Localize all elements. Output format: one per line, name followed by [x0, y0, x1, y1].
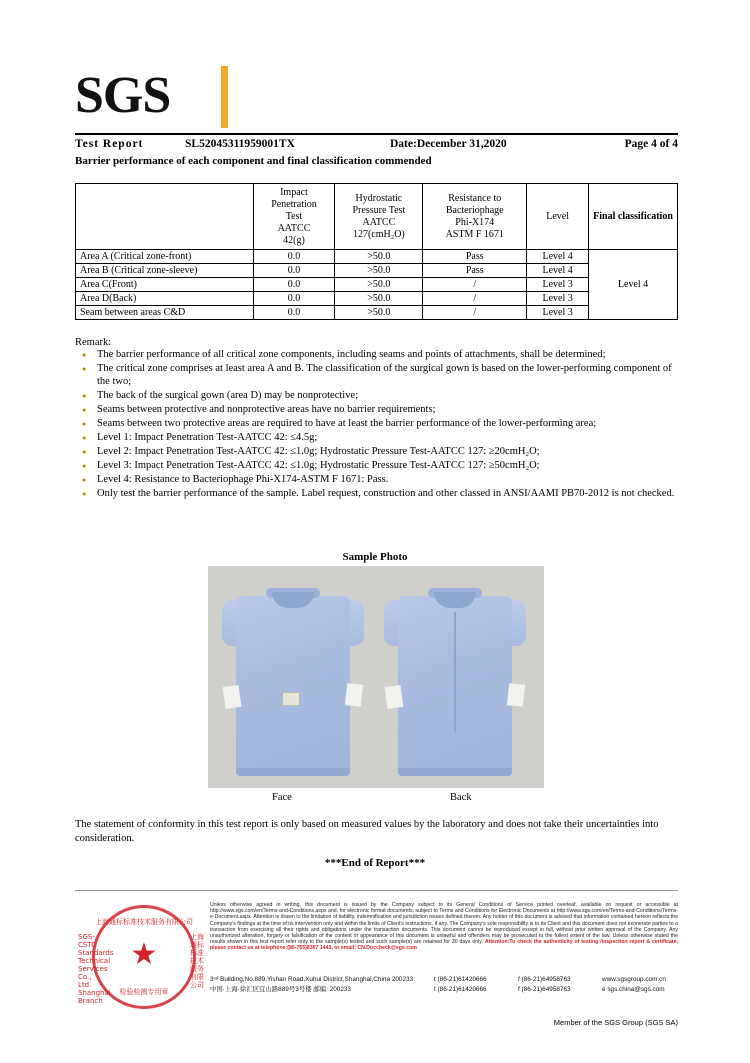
end-of-report: ***End of Report*** [324, 857, 426, 869]
caption-back: Back [450, 792, 472, 803]
cell-level: Level 4 [527, 250, 589, 264]
cell-resistance: / [423, 278, 527, 292]
cell-area: Area C(Front) [76, 278, 254, 292]
sample-photo-title: Sample Photo [342, 551, 408, 563]
cell-hydro: >50.0 [335, 264, 423, 278]
cell-level: Level 3 [527, 278, 589, 292]
cell-impact: 0.0 [253, 306, 335, 320]
cell-impact: 0.0 [253, 264, 335, 278]
gown-tie-right [507, 683, 525, 707]
cell-hydro: >50.0 [335, 292, 423, 306]
page-number: Page 4 of 4 [624, 138, 678, 150]
barrier-performance-table [75, 183, 678, 320]
report-header [75, 138, 678, 150]
gown-tie-right [345, 683, 363, 707]
stamp-bottom-text: 检验检测专用章 [119, 988, 169, 996]
remark-item: ● The back of the surgical gown (area D) may be nonprotective; [75, 390, 678, 403]
cell-resistance: Pass [423, 264, 527, 278]
tel-cn: t (86-21)61420666 [434, 986, 487, 993]
website-en: www.sgsgroup.com.cn [602, 976, 666, 983]
remark-item: ● Seams between protective and nonprotective areas have no barrier requirements; [75, 404, 678, 417]
cell-area: Area D(Back) [76, 292, 254, 306]
remark-title: Remark: [75, 337, 112, 348]
table-row [76, 292, 678, 306]
sgs-logo-bar [221, 66, 228, 128]
stamp-top-text: 上海通标标准技术服务有限公司 [95, 918, 193, 926]
sample-photo [208, 566, 544, 788]
cell-level: Level 4 [527, 264, 589, 278]
footer-divider [75, 890, 678, 891]
gown-label-tag [282, 692, 300, 706]
sgs-logo [75, 67, 235, 126]
cell-impact: 0.0 [253, 278, 335, 292]
remark-item: ● Level 2: Impact Penetration Test-AATCC 42: ≤1.0g; Hydrostatic Pressure Test-AATCC 127: ≥20cmH₂O; [75, 446, 678, 459]
cell-resistance: / [423, 306, 527, 320]
cell-hydro: >50.0 [335, 278, 423, 292]
cell-level: Level 3 [527, 306, 589, 320]
conformity-statement: The statement of conformity in this test report is only based on measured values by the laboratory and does not take their uncertainties into consideration. [75, 819, 659, 844]
cell-area: Seam between areas C&D [76, 306, 254, 320]
stamp-left-text: SGS-CSTC Standards Technical Services Co., Ltd. Shanghai Branch [78, 933, 114, 1005]
report-label: Test Report [75, 138, 144, 150]
table-body [76, 250, 678, 320]
footer-member-note: Member of the SGS Group (SGS SA) [553, 1018, 678, 1027]
address-en: 3ⁿᵈ Building,No.889,Yishan Road,Xuhui District,Shanghai,China 200233 [210, 976, 414, 983]
table-header-row [76, 184, 678, 250]
remark-list [75, 349, 678, 500]
cell-hydro: >50.0 [335, 306, 423, 320]
gown-tie-left [385, 685, 404, 709]
gown-face-image [218, 578, 368, 776]
legal-attention: Attention:To check the authenticity of testing /inspection report & certificate, please contact us at telephone:(86-755)8307 1443, [210, 939, 678, 952]
report-number: SL52045311959001TX [185, 138, 295, 150]
cell-resistance: Pass [423, 250, 527, 264]
remark-section [75, 337, 678, 502]
remark-item: ● The critical zone comprises at least area A and B. The classification of the surgical gown is based on the lower-performing component of the two; [75, 363, 678, 388]
remark-item: ● Level 1: Impact Penetration Test-AATCC 42: ≤4.5g; [75, 432, 678, 445]
th-resistance-bacteriophage: Resistance to Bacteriophage Phi-X174 ASTM F 1671 [423, 184, 527, 250]
star-icon: ★ [130, 938, 158, 971]
footer-address-block [210, 975, 678, 995]
cell-area: Area B (Critical zone-sleeve) [76, 264, 254, 278]
th-impact-penetration: Impact Penetration Test AATCC 42(g) [253, 184, 335, 250]
address-cn: 中国·上海·徐汇区宜山路889号3号楼 邮编: 200233 [210, 986, 351, 993]
cell-hydro: >50.0 [335, 250, 423, 264]
caption-face: Face [272, 792, 292, 803]
cell-level: Level 3 [527, 292, 589, 306]
cell-resistance: / [423, 292, 527, 306]
fax-en: f (86-21)64958763 [518, 976, 571, 983]
gown-hem [398, 768, 512, 776]
th-level: Level [527, 184, 589, 250]
th-hydrostatic-pressure: Hydrostatic Pressure Test AATCC 127(cmH₂O) [335, 184, 423, 250]
gown-body [236, 596, 350, 772]
gown-tie-left [223, 685, 242, 709]
cell-impact: 0.0 [253, 292, 335, 306]
header-divider [75, 133, 678, 135]
remark-item: ● The barrier performance of all critical zone components, including seams and points of attachments, shall be determined; [75, 349, 678, 362]
table-row [76, 264, 678, 278]
table-row [76, 278, 678, 292]
cell-final-classification: Level 4 [589, 250, 678, 320]
company-stamp [78, 905, 204, 1017]
sgs-logo-text: SGS [75, 67, 171, 124]
th-area [76, 184, 254, 250]
table-row [76, 306, 678, 320]
th-final-classification: Final classification [589, 184, 678, 250]
section-subtitle: Barrier performance of each component and final classification commended [75, 155, 432, 167]
stamp-right-text: 上海通标标准技术服务有限公司 [190, 933, 204, 989]
gown-hem [236, 768, 350, 776]
table-row [76, 250, 678, 264]
remark-item: ● Level 3: Impact Penetration Test-AATCC 42: ≤1.0g; Hydrostatic Pressure Test-AATCC 127: ≥50cmH₂O; [75, 460, 678, 473]
remark-item: ● Level 4: Resistance to Bacteriophage Phi-X174-ASTM F 1671: Pass. [75, 474, 678, 487]
cell-area: Area A (Critical zone-front) [76, 250, 254, 264]
remark-item: ● Only test the barrier performance of the sample. Label request, construction and other classed in ANSI/AAMI PB70-2012 is not checked. [75, 488, 678, 501]
gown-back-slit [454, 612, 456, 732]
report-date: Date:December 31,2020 [390, 138, 507, 150]
footer-legal-text [210, 902, 678, 952]
fax-cn: f (86-21)64958763 [518, 986, 571, 993]
cell-impact: 0.0 [253, 250, 335, 264]
remark-item: ● Seams between two protective areas are required to have at least the barrier performance of the lower-performing area; [75, 418, 678, 431]
email-cn: e sgs.china@sgs.com [602, 986, 665, 993]
legal-body: Unless otherwise agreed in writing, this document is issued by the Company subject to its General Conditions of Service printed overleaf, available on request or accessible at http://www.sgs.com/en/Terms-and-Conditions.aspx and, for electronic format documents, subject to Terms and Conditions for Electronic Documents at http://www.sgs.com/en/Terms-and-Conditions/Terms-e-Document.aspx. Attention is drawn to the limitation of liability, indemnification and jurisdiction issues defined therein. Any holder of this document is advised that information contained hereon reflects the Company's findings at the time of its intervention only and within the limits of Client's instructions, if any. The Company's sole responsibility is to its Client and this document does not exonerate parties to a transaction from exercising all their rights and obligations under the transaction documents. This document cannot be reproduced except in full, without prior written approval of the Company. Any unauthorized alteration, forgery or falsification of the content or appearance of this document is unlawful and offenders may be prosecuted to the fullest extent of the law. Unless otherwise stated the results shown in this test report refer only to the sample(s) tested and such sample(s) are retained for 30 days only. [210, 902, 678, 946]
tel-en: t (86-21)61420666 [434, 976, 487, 983]
gown-back-image [380, 578, 530, 776]
address-row-cn [210, 985, 678, 995]
legal-email: or email: CN.Doccheck@sgs.com [334, 945, 417, 952]
address-row-en [210, 975, 678, 985]
